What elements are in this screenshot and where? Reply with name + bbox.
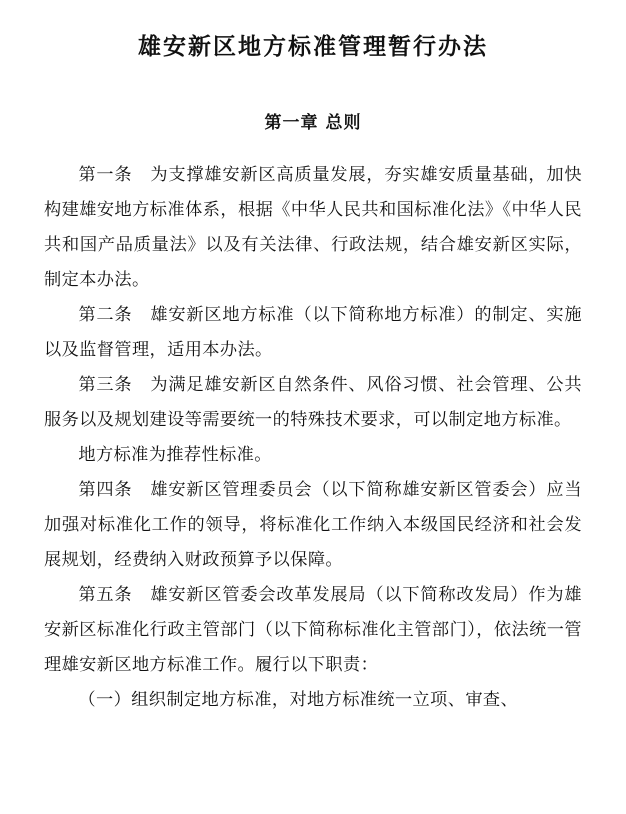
paragraph-recommended-standard: 地方标准为推荐性标准。 [78,444,272,465]
paragraph-article-2: 第二条 雄安新区地方标准（以下简称地方标准）的制定、实施以及监督管理，适用本办法。 [44,304,582,360]
paragraph-item-1: （一）组织制定地方标准，对地方标准统一立项、审查、 [78,689,519,710]
paragraph-article-1: 第一条 为支撑雄安新区高质量发展，夯实雄安质量基础，加快构建雄安地方标准体系，根据《中华人民共和国标准化法》《中华人民共和国产品质量法》以及有关法律、行政法规，结合雄安新区实际，制定本办法。 [44,164,582,290]
paragraph-article-5: 第五条 雄安新区管委会改革发展局（以下简称改发局）作为雄安新区标准化行政主管部门（以下简称标准化主管部门），依法统一管理雄安新区地方标准工作。履行以下职责： [44,584,582,675]
document-body [44,158,582,718]
paragraph-article-3: 第三条 为满足雄安新区自然条件、风俗习惯、社会管理、公共服务以及规划建设等需要统一的特殊技术要求，可以制定地方标准。 [44,374,582,430]
paragraph-article-4: 第四条 雄安新区管理委员会（以下简称雄安新区管委会）应当加强对标准化工作的领导，将标准化工作纳入本级国民经济和社会发展规划，经费纳入财政预算予以保障。 [44,479,582,570]
chapter-heading: 第一章 总则 [264,112,362,133]
document-title: 雄安新区地方标准管理暂行办法 [138,33,488,60]
